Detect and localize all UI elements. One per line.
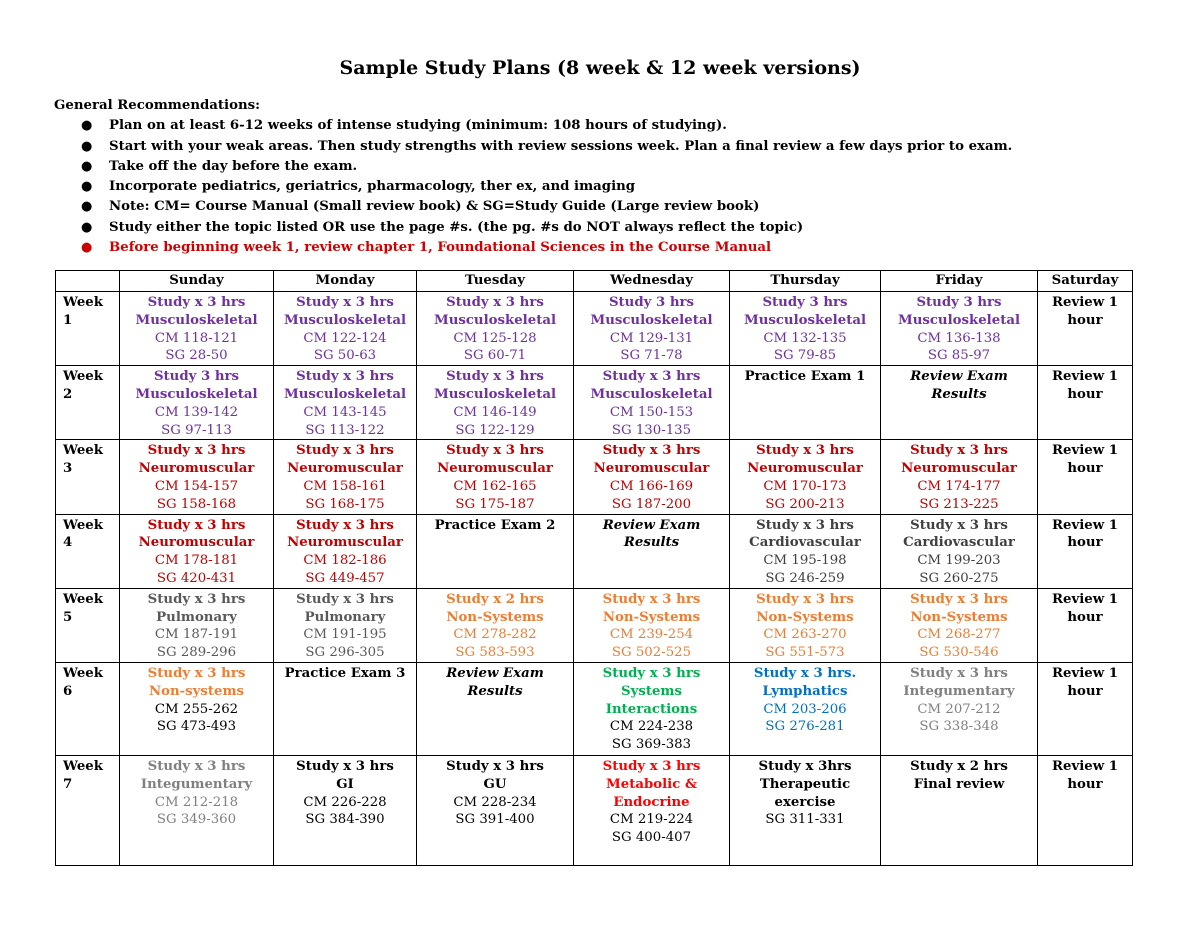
cell-line: SG 158-168	[156, 496, 237, 512]
recommendation-item	[54, 218, 1154, 238]
cell-line: SG 349-360	[156, 812, 237, 828]
study-cell	[417, 514, 574, 588]
cell-line: hour	[1067, 535, 1103, 551]
recommendations-heading: General Recommendations:	[54, 98, 261, 113]
column-header: Sunday	[120, 271, 274, 292]
cell-line: SG 296-305	[305, 645, 385, 661]
cell-line: Study x 3 hrs	[910, 665, 1008, 681]
table-row	[56, 366, 1133, 440]
cell-line: Pulmonary	[156, 609, 237, 625]
table-row	[56, 755, 1133, 865]
cell-line: GI	[336, 776, 354, 792]
cell-line: CM 195-198	[763, 553, 847, 569]
study-cell	[274, 440, 417, 514]
cell-line: Review Exam	[446, 665, 544, 681]
cell-line: Metabolic &	[606, 776, 697, 792]
cell-line: Review 1	[1051, 517, 1119, 533]
cell-line: CM 129-131	[609, 330, 694, 346]
cell-line: CM 263-270	[763, 627, 847, 643]
week-label	[56, 292, 120, 366]
cell-line: CM 122-124	[303, 330, 387, 346]
cell-line: Study x 2 hrs	[910, 758, 1008, 774]
cell-line: SG 50-63	[313, 348, 377, 364]
cell-line: CM 182-186	[303, 553, 387, 569]
study-cell	[881, 366, 1038, 440]
column-header: Thursday	[730, 271, 881, 292]
study-cell	[881, 514, 1038, 588]
cell-line: Study x 3 hrs	[446, 758, 544, 774]
study-cell	[417, 366, 574, 440]
column-header: Monday	[274, 271, 417, 292]
cell-line: Review Exam	[602, 517, 701, 533]
cell-line: Study x 3 hrs	[147, 443, 246, 459]
week-label	[56, 514, 120, 588]
cell-line: SG 311-331	[765, 812, 845, 828]
week-label-line: Week	[63, 591, 103, 607]
cell-line: Results	[931, 386, 987, 402]
study-cell	[274, 662, 417, 755]
cell-line: CM 226-228	[303, 794, 387, 810]
cell-line: SG 130-135	[611, 422, 692, 438]
cell-line: SG 79-85	[773, 348, 837, 364]
cell-line: Neuromuscular	[901, 461, 1017, 477]
cell-line: Musculoskeletal	[283, 386, 407, 402]
cell-line: SG 276-281	[765, 719, 845, 735]
cell-line: Lymphatics	[762, 683, 848, 699]
study-cell	[274, 366, 417, 440]
column-header: Tuesday	[417, 271, 574, 292]
week-label	[56, 755, 120, 865]
study-cell	[417, 662, 574, 755]
cell-line: Non-Systems	[910, 609, 1008, 625]
cell-line: Musculoskeletal	[433, 312, 557, 328]
cell-line: Musculoskeletal	[590, 386, 713, 402]
recommendation-item	[54, 177, 1154, 197]
cell-line: Study x 3 hrs	[296, 591, 394, 607]
week-label-line: 1	[63, 312, 73, 328]
bullet-icon: ●	[81, 179, 93, 195]
week-label-line: Week	[63, 665, 103, 681]
study-cell	[730, 366, 881, 440]
week-label	[56, 366, 120, 440]
cell-line: SG 289-296	[156, 645, 237, 661]
cell-line: CM 178-181	[154, 553, 239, 569]
cell-line: Study x 3 hrs	[446, 369, 544, 385]
cell-line: CM 166-169	[609, 478, 694, 494]
cell-line: CM 239-254	[609, 627, 694, 643]
cell-line: Study x 2 hrs	[446, 591, 544, 607]
cell-line: CM 132-135	[763, 330, 847, 346]
study-cell	[274, 755, 417, 865]
week-label	[56, 662, 120, 755]
cell-line: Neuromuscular	[287, 535, 403, 551]
cell-line: Final review	[913, 776, 1005, 792]
cell-line: Cardiovascular	[749, 535, 861, 551]
study-cell	[881, 292, 1038, 366]
cell-line: SG 168-175	[305, 496, 385, 512]
cell-line: Cardiovascular	[903, 535, 1015, 551]
cell-line: Study x 3hrs	[758, 758, 852, 774]
study-cell	[730, 292, 881, 366]
recommendation-item	[54, 238, 1154, 258]
cell-line: Results	[623, 535, 680, 551]
cell-line: Neuromuscular	[287, 461, 403, 477]
cell-line: Practice Exam 3	[284, 665, 406, 681]
cell-line: SG 338-348	[919, 719, 999, 735]
cell-line: SG 246-259	[765, 570, 845, 586]
cell-line: hour	[1067, 461, 1103, 477]
cell-line: Study x 3 hrs	[910, 591, 1008, 607]
cell-line: Pulmonary	[304, 609, 386, 625]
study-cell	[574, 588, 730, 662]
cell-line: CM 154-157	[154, 478, 239, 494]
cell-line: Study x 3 hrs	[910, 443, 1008, 459]
cell-line: CM 203-206	[763, 701, 847, 717]
recommendation-item	[54, 157, 1154, 177]
cell-line: Study x 3 hrs	[147, 517, 246, 533]
cell-line: SG 449-457	[305, 570, 385, 586]
cell-line: hour	[1067, 776, 1103, 792]
recommendation-text: Study either the topic listed OR use the page #s. (the pg. #s do NOT always reflect the topic)	[109, 219, 804, 235]
cell-line: SG 391-400	[455, 812, 535, 828]
cell-line: Study 3 hrs	[762, 295, 848, 310]
study-cell	[274, 292, 417, 366]
week-label-line: Week	[63, 517, 103, 533]
cell-line: Study x 3 hrs	[602, 758, 701, 774]
review-cell	[1038, 292, 1133, 366]
cell-line: Study x 3 hrs	[147, 665, 246, 681]
cell-line: Interactions	[605, 701, 698, 717]
study-cell	[881, 588, 1038, 662]
study-cell	[574, 366, 730, 440]
study-cell	[730, 514, 881, 588]
cell-line: Study 3 hrs	[608, 295, 695, 310]
bullet-icon: ●	[81, 118, 93, 134]
bullet-icon: ●	[81, 219, 93, 235]
cell-line: CM 199-203	[917, 553, 1001, 569]
column-header: Wednesday	[574, 271, 730, 292]
cell-line: SG 473-493	[156, 719, 237, 735]
study-cell	[574, 755, 730, 865]
study-cell	[881, 755, 1038, 865]
study-plan-table	[55, 270, 1133, 866]
cell-line: Study x 3 hrs	[147, 591, 246, 607]
cell-line: Non-Systems	[756, 609, 854, 625]
cell-line: Non-Systems	[602, 609, 701, 625]
cell-line: CM 268-277	[917, 627, 1001, 643]
cell-line: Study x 3 hrs	[296, 758, 394, 774]
study-cell	[120, 514, 274, 588]
cell-line: Review 1	[1051, 369, 1119, 385]
recommendation-text: Plan on at least 6-12 weeks of intense studying (minimum: 108 hours of studying).	[109, 118, 727, 134]
cell-line: SG 260-275	[919, 570, 999, 586]
review-cell	[1038, 366, 1133, 440]
cell-line: Integumentary	[903, 683, 1015, 699]
cell-line: CM 118-121	[154, 330, 239, 346]
cell-line: CM 125-128	[453, 330, 537, 346]
cell-line: CM 207-212	[917, 701, 1001, 717]
cell-line: SG 400-407	[611, 830, 692, 846]
study-cell	[730, 588, 881, 662]
cell-line: Study x 3 hrs	[602, 665, 701, 681]
cell-line: CM 162-165	[453, 478, 537, 494]
cell-line: CM 191-195	[303, 627, 387, 643]
cell-line: Non-systems	[148, 683, 245, 699]
cell-line: SG 420-431	[156, 570, 237, 586]
recommendation-text: Start with your weak areas. Then study strengths with review sessions week. Plan a final review a few days prior to exam.	[109, 138, 1013, 154]
cell-line: SG 85-97	[927, 348, 991, 364]
cell-line: exercise	[774, 794, 836, 810]
review-cell	[1038, 755, 1133, 865]
study-cell	[120, 440, 274, 514]
week-label-line: Week	[63, 443, 103, 459]
review-cell	[1038, 514, 1133, 588]
cell-line: Study x 3 hrs	[296, 443, 394, 459]
bullet-icon: ●	[81, 199, 93, 215]
week-label-line: Week	[63, 369, 103, 385]
cell-line: Neuromuscular	[138, 461, 255, 477]
cell-line: CM 139-142	[154, 404, 239, 420]
table-row	[56, 292, 1133, 366]
study-cell	[574, 514, 730, 588]
cell-line: CM 158-161	[303, 478, 387, 494]
cell-line: Endocrine	[613, 794, 690, 810]
cell-line: Study x 3 hrs	[296, 517, 394, 533]
cell-line: Study x 3 hrs	[756, 517, 854, 533]
cell-line: CM 143-145	[303, 404, 387, 420]
cell-line: Study x 3 hrs	[296, 369, 394, 385]
cell-line: SG 213-225	[919, 496, 999, 512]
recommendation-text: Incorporate pediatrics, geriatrics, pharmacology, ther ex, and imaging	[109, 179, 636, 195]
cell-line: hour	[1067, 683, 1103, 699]
recommendation-text: Before beginning week 1, review chapter 1, Foundational Sciences in the Course Manual	[109, 240, 772, 256]
table-row	[56, 588, 1133, 662]
page-title: Sample Study Plans (8 week & 12 week versions)	[339, 57, 861, 79]
recommendations-list	[54, 116, 1154, 258]
bullet-icon: ●	[81, 138, 93, 154]
study-cell	[120, 366, 274, 440]
cell-line: SG 28-50	[165, 348, 228, 364]
cell-line: Review 1	[1051, 665, 1119, 681]
study-cell	[730, 440, 881, 514]
cell-line: hour	[1067, 312, 1103, 328]
study-cell	[881, 662, 1038, 755]
bullet-icon: ●	[81, 240, 93, 256]
cell-line: Non-Systems	[446, 609, 544, 625]
cell-line: Neuromuscular	[747, 461, 863, 477]
cell-line: Practice Exam 2	[434, 517, 556, 533]
cell-line: SG 97-113	[161, 422, 232, 438]
cell-line: Musculoskeletal	[743, 312, 867, 328]
cell-line: Practice Exam 1	[744, 369, 866, 385]
study-cell	[120, 292, 274, 366]
cell-line: SG 384-390	[305, 812, 385, 828]
cell-line: SG 113-122	[305, 422, 385, 438]
cell-line: Musculoskeletal	[897, 312, 1021, 328]
recommendation-item	[54, 197, 1154, 217]
cell-line: Integumentary	[140, 776, 253, 792]
study-cell	[274, 514, 417, 588]
cell-line: Musculoskeletal	[283, 312, 407, 328]
recommendation-item	[54, 116, 1154, 136]
week-label-line: 3	[63, 461, 73, 477]
cell-line: Review Exam	[910, 369, 1008, 385]
cell-line: Review 1	[1051, 758, 1119, 774]
week-label	[56, 440, 120, 514]
bullet-icon: ●	[81, 158, 93, 174]
cell-line: CM 224-238	[609, 719, 694, 735]
cell-line: SG 60-71	[463, 348, 527, 364]
cell-line: CM 170-173	[763, 478, 847, 494]
cell-line: Neuromuscular	[138, 535, 255, 551]
cell-line: Study x 3 hrs.	[753, 665, 857, 681]
cell-line: Review 1	[1051, 295, 1119, 310]
cell-line: Review 1	[1051, 591, 1119, 607]
cell-line: CM 187-191	[154, 627, 239, 643]
table-header-row	[56, 271, 1133, 292]
cell-line: CM 219-224	[609, 812, 694, 828]
cell-line: SG 187-200	[611, 496, 692, 512]
study-cell	[417, 440, 574, 514]
general-recommendations	[54, 96, 1154, 258]
cell-line: CM 212-218	[154, 794, 239, 810]
study-cell	[574, 292, 730, 366]
cell-line: Results	[467, 683, 523, 699]
cell-line: Study x 3 hrs	[910, 517, 1008, 533]
cell-line: hour	[1067, 609, 1103, 625]
cell-line: SG 71-78	[620, 348, 683, 364]
cell-line: Study x 3 hrs	[296, 295, 394, 310]
cell-line: Study x 3 hrs	[446, 295, 544, 310]
table-row	[56, 662, 1133, 755]
study-cell	[417, 588, 574, 662]
study-cell	[120, 588, 274, 662]
week-label-line: 4	[63, 535, 73, 551]
cell-line: CM 228-234	[453, 794, 537, 810]
week-label	[56, 588, 120, 662]
week-label-line: 7	[63, 776, 73, 792]
study-cell	[730, 755, 881, 865]
cell-line: Study x 3 hrs	[602, 369, 701, 385]
column-header: Saturday	[1038, 271, 1133, 292]
cell-line: SG 583-593	[455, 645, 535, 661]
study-cell	[574, 440, 730, 514]
cell-line: SG 175-187	[455, 496, 535, 512]
cell-line: Study x 3 hrs	[147, 758, 246, 774]
week-label-line: 6	[63, 683, 73, 699]
study-cell	[417, 292, 574, 366]
review-cell	[1038, 440, 1133, 514]
cell-line: Study x 3 hrs	[602, 443, 701, 459]
cell-line: Musculoskeletal	[590, 312, 713, 328]
cell-line: CM 255-262	[154, 701, 239, 717]
cell-line: Review 1	[1051, 443, 1119, 459]
cell-line: Neuromuscular	[593, 461, 710, 477]
cell-line: CM 278-282	[453, 627, 537, 643]
cell-line: Therapeutic	[759, 776, 851, 792]
study-cell	[730, 662, 881, 755]
study-cell	[417, 755, 574, 865]
cell-line: CM 146-149	[453, 404, 537, 420]
cell-line: SG 369-383	[611, 737, 692, 753]
cell-line: SG 200-213	[765, 496, 845, 512]
week-label-line: 2	[63, 386, 73, 402]
study-cell	[574, 662, 730, 755]
column-header: Friday	[881, 271, 1038, 292]
cell-line: CM 174-177	[917, 478, 1001, 494]
cell-line: Study x 3 hrs	[446, 443, 544, 459]
study-cell	[120, 755, 274, 865]
cell-line: CM 136-138	[917, 330, 1001, 346]
recommendation-text: Note: CM= Course Manual (Small review book) & SG=Study Guide (Large review book)	[109, 199, 760, 215]
cell-line: Musculoskeletal	[135, 386, 258, 402]
column-header	[56, 271, 120, 292]
cell-line: SG 502-525	[611, 645, 692, 661]
review-cell	[1038, 662, 1133, 755]
cell-line: Study x 3 hrs	[756, 443, 854, 459]
cell-line: Study x 3 hrs	[147, 295, 246, 310]
week-label-line: Week	[63, 295, 103, 310]
week-label-line: 5	[63, 609, 73, 625]
cell-line: SG 551-573	[765, 645, 845, 661]
recommendation-text: Take off the day before the exam.	[109, 158, 358, 174]
recommendation-item	[54, 137, 1154, 157]
table-row	[56, 440, 1133, 514]
review-cell	[1038, 588, 1133, 662]
study-cell	[120, 662, 274, 755]
study-cell	[881, 440, 1038, 514]
cell-line: Neuromuscular	[437, 461, 553, 477]
table-row	[56, 514, 1133, 588]
cell-line: Musculoskeletal	[433, 386, 557, 402]
week-label-line: Week	[63, 758, 103, 774]
study-cell	[274, 588, 417, 662]
cell-line: hour	[1067, 386, 1103, 402]
cell-line: Study x 3 hrs	[602, 591, 701, 607]
cell-line: SG 530-546	[919, 645, 999, 661]
cell-line: Musculoskeletal	[135, 312, 258, 328]
cell-line: SG 122-129	[455, 422, 535, 438]
cell-line: CM 150-153	[609, 404, 694, 420]
cell-line: Study x 3 hrs	[756, 591, 854, 607]
table-body	[56, 292, 1133, 866]
cell-line: Systems	[621, 683, 682, 699]
cell-line: Study 3 hrs	[916, 295, 1002, 310]
cell-line: Study 3 hrs	[153, 369, 240, 385]
cell-line: GU	[483, 776, 507, 792]
